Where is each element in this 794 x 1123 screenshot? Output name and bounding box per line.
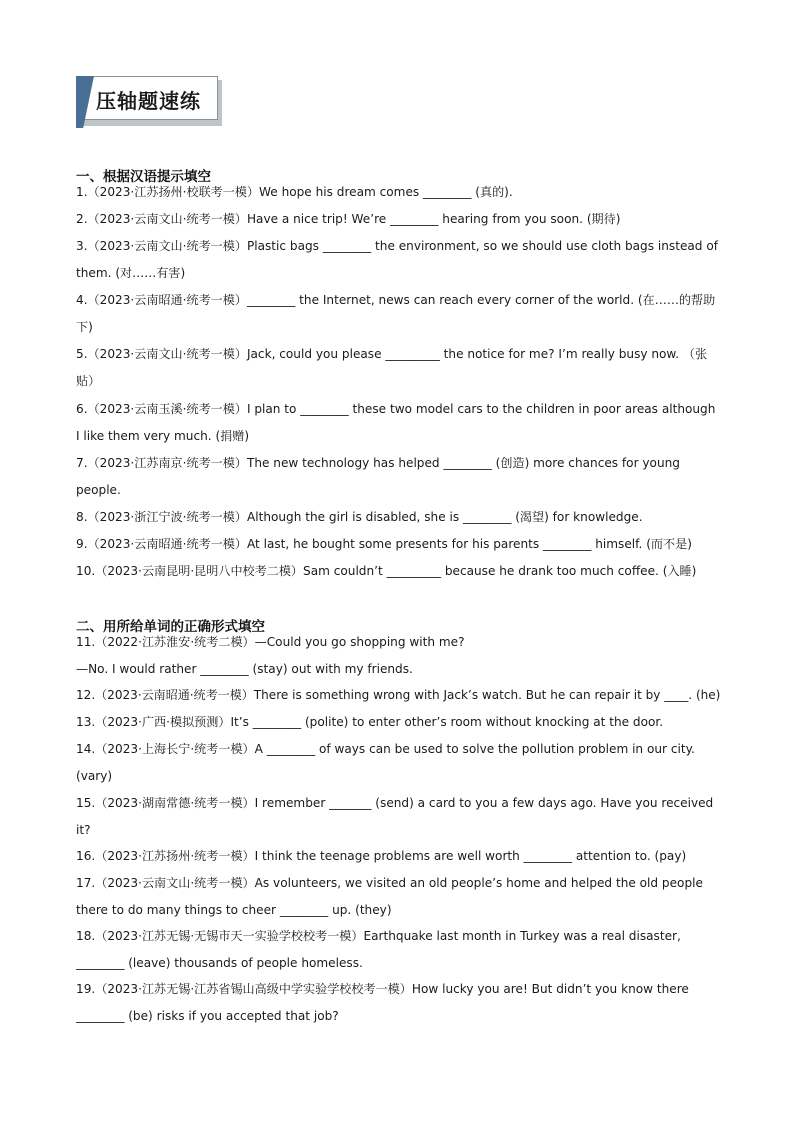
question-line: 贴） [76,374,101,388]
question-line: 3.（2023·云南文山·统考一模）Plastic bags ________ the environment, so we should use cloth bags instead of [76,239,718,253]
question-line: them. (对……有害) [76,266,186,280]
question-line: 1.（2023·江苏扬州·校联考一模）We hope his dream comes ________ (真的). [76,185,513,199]
question-line: 18.（2023·江苏无锡·无锡市天一实验学校校考一模）Earthquake last month in Turkey was a real disaster, [76,929,681,943]
question-line: people. [76,483,121,497]
banner-title: 压轴题速练 [96,89,201,113]
question-line: 7.（2023·江苏南京·统考一模）The new technology has helped ________ (创造) more chances for young [76,456,680,470]
question-line: 9.（2023·云南昭通·统考一模）At last, he bought some presents for his parents ________ himself. (而不是) [76,537,692,551]
question-line: 8.（2023·浙江宁波·统考一模）Although the girl is disabled, she is ________ (渴望) for knowledge. [76,510,643,524]
question-line: 15.（2023·湖南常德·统考一模）I remember _______ (send) a card to you a few days ago. Have you received [76,796,714,810]
question-line: —No. I would rather ________ (stay) out with my friends. [76,662,413,676]
section-2-title: 二、用所给单词的正确形式填空 [76,619,265,635]
question-line: I like them very much. (捐赠) [76,429,250,443]
question-line: there to do many things to cheer ________ up. (they) [76,903,392,917]
question-line: ________ (be) risks if you accepted that job? [76,1009,339,1023]
question-line: 5.（2023·云南文山·统考一模）Jack, could you please _________ the notice for me? I’m really busy now. （张 [76,347,708,361]
question-line: 10.（2023·云南昆明·昆明八中校考二模）Sam couldn’t _________ because he drank too much coffee. (入睡) [76,564,697,578]
question-line: 2.（2023·云南文山·统考一模）Have a nice trip! We’re ________ hearing from you soon. (期待) [76,212,621,226]
question-line: 14.（2023·上海长宁·统考一模）A ________ of ways can be used to solve the pollution problem in our city. [76,742,695,756]
question-line: 下) [76,320,93,334]
question-line: 19.（2023·江苏无锡·江苏省锡山高级中学实验学校校考一模）How lucky you are! But didn’t you know there [76,982,689,996]
question-line: ________ (leave) thousands of people homeless. [76,956,363,970]
question-line: 11.（2022·江苏淮安·统考二模）—Could you go shopping with me? [76,635,465,649]
question-line: 17.（2023·云南文山·统考一模）As volunteers, we visited an old people’s home and helped the old people [76,876,703,890]
question-line: 13.（2023·广西·模拟预测）It’s ________ (polite) to enter other’s room without knocking at the door. [76,715,664,729]
section-1-title: 一、根据汉语提示填空 [76,169,211,185]
section-banner [76,76,224,128]
question-line: 12.（2023·云南昭通·统考一模）There is something wrong with Jack’s watch. But he can repair it by ____. (he) [76,688,721,702]
question-line: 6.（2023·云南玉溪·统考一模）I plan to ________ these two model cars to the children in poor areas although [76,402,716,416]
question-line: 4.（2023·云南昭通·统考一模）________ the Internet, news can reach every corner of the world. (在……的帮助 [76,293,716,307]
question-line: 16.（2023·江苏扬州·统考一模）I think the teenage problems are well worth ________ attention to. (pay) [76,849,687,863]
question-line: (vary) [76,769,113,783]
question-line: it? [76,823,91,837]
